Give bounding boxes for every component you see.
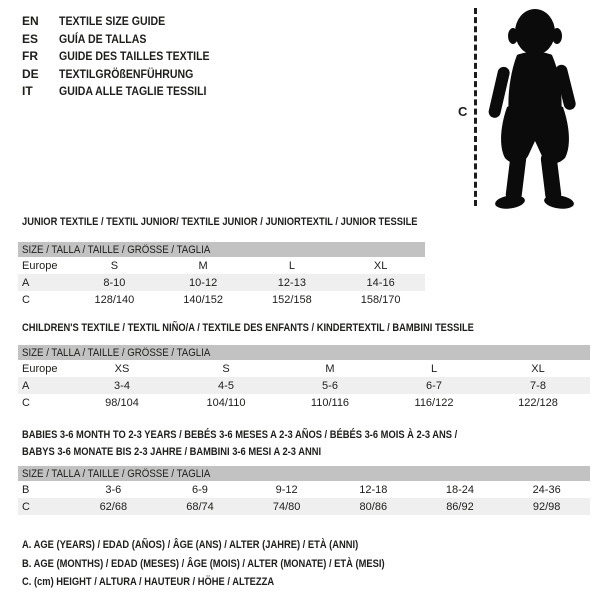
row-label: Europe (22, 259, 58, 272)
baby-height-figure (450, 0, 600, 215)
row-label: B (22, 483, 30, 496)
height-cell: 128/140 (94, 293, 135, 306)
age-cell: 3-6 (105, 483, 122, 496)
language-label: GUÍA DE TALLAS (59, 31, 147, 46)
height-cell: 110/116 (310, 396, 350, 409)
language-item-de (22, 66, 230, 84)
row-label: Europe (22, 362, 58, 375)
height-cell: 62/68 (70, 498, 157, 515)
age-cell: 9-12 (275, 483, 298, 496)
age-cell: 7-8 (486, 377, 590, 394)
size-header-row (18, 345, 590, 360)
footnote-c: C. (cm) HEIGHT / ALTURA / HAUTEUR / HÖHE / ALTEZZA (22, 576, 275, 589)
table-row-height (18, 291, 425, 308)
babies-section-title (22, 427, 534, 460)
junior-section-title: JUNIOR TEXTILE / TEXTIL JUNIOR/ TEXTILE JUNIOR / JUNIORTEXTIL / JUNIOR TESSILE (22, 216, 418, 228)
table-row-age (18, 377, 590, 394)
height-cell: 116/122 (414, 396, 454, 409)
size-cell: L (288, 259, 295, 272)
children-size-table (18, 345, 590, 411)
language-item-es (22, 31, 230, 49)
language-code: IT (22, 84, 33, 98)
size-header-bar: SIZE / TALLA / TAILLE / GRÖSSE / TAGLIA (18, 345, 590, 360)
size-cell: M (198, 259, 208, 272)
row-label: A (18, 377, 70, 394)
height-measure-line (474, 8, 477, 206)
age-cell: 6-9 (192, 483, 208, 496)
height-cell: 92/98 (503, 498, 590, 515)
height-cell: 158/170 (360, 293, 401, 306)
language-item-en (22, 13, 230, 31)
babies-size-table (18, 466, 590, 515)
language-code: FR (22, 49, 38, 63)
footnote-list (22, 536, 449, 592)
age-cell: 10-12 (159, 274, 248, 291)
age-cell: 12-13 (248, 274, 337, 291)
footnote-b: B. AGE (MONTHS) / EDAD (MESES) / ÂGE (MOIS) / ALTER (MONATE) / ETÀ (MESI) (22, 557, 385, 570)
height-cell: 98/104 (105, 396, 139, 409)
size-header-bar: SIZE / TALLA / TAILLE / GRÖSSE / TAGLIA (18, 242, 425, 257)
height-cell: 140/152 (183, 293, 223, 306)
age-cell: 18-24 (445, 483, 475, 496)
table-row-height (18, 498, 590, 515)
language-list (22, 13, 230, 101)
size-cell: M (325, 362, 335, 375)
age-cell: 4-5 (174, 377, 278, 394)
row-label: C (18, 498, 70, 515)
table-row-age-months (18, 481, 590, 498)
height-cell: 80/86 (330, 498, 417, 515)
size-header-bar: SIZE / TALLA / TAILLE / GRÖSSE / TAGLIA (18, 466, 590, 481)
junior-size-table (18, 242, 425, 308)
height-cell: 86/92 (417, 498, 504, 515)
height-cell: 104/110 (206, 396, 246, 409)
language-item-fr (22, 48, 230, 66)
size-cell: S (110, 259, 119, 272)
language-label: TEXTILGRÖßENFÜHRUNG (59, 66, 194, 81)
size-cell: XL (531, 362, 545, 375)
language-label: GUIDE DES TAILLES TEXTILE (59, 49, 210, 63)
language-label: GUIDA ALLE TAGLIE TESSILI (59, 84, 207, 98)
row-label: C (22, 396, 30, 409)
size-cell: XS (114, 362, 130, 375)
table-row-europe (18, 257, 425, 274)
height-measure-label: C (458, 104, 468, 119)
size-header-row (18, 466, 590, 481)
row-label: A (18, 274, 70, 291)
babies-title-line2: BABYS 3-6 MONATE BIS 2-3 JAHRE / BAMBINI 3-6 MESI A 2-3 ANNI (22, 445, 322, 458)
language-label: TEXTILE SIZE GUIDE (59, 14, 166, 28)
height-cell: 68/74 (157, 498, 244, 515)
row-label: C (22, 293, 30, 306)
age-cell: 24-36 (532, 483, 561, 496)
language-code: ES (22, 31, 39, 46)
babies-title-line1: BABIES 3-6 MONTH TO 2-3 YEARS / BEBÉS 3-6 MESES A 2-3 AÑOS / BÉBÉS 3-6 MOIS À 2-3 ANS / (22, 429, 458, 441)
size-header-row (18, 242, 425, 257)
footnote-a: A. AGE (YEARS) / EDAD (AÑOS) / ÂGE (ANS) / ALTER (JAHRE) / ETÀ (ANNI) (22, 539, 359, 551)
age-cell: 5-6 (278, 377, 382, 394)
age-cell: 14-16 (336, 274, 425, 291)
age-cell: 8-10 (70, 274, 159, 291)
table-row-height (18, 394, 590, 411)
language-code: EN (22, 14, 39, 28)
height-cell: 74/80 (243, 498, 330, 515)
table-row-europe (18, 360, 590, 377)
children-section-title: CHILDREN'S TEXTILE / TEXTIL NIÑO/A / TEXTILE DES ENFANTS / KINDERTEXTIL / BAMBINI TESSILE (22, 322, 474, 334)
size-cell: XL (373, 259, 388, 272)
language-item-it (22, 83, 230, 101)
age-cell: 6-7 (382, 377, 486, 394)
table-row-age (18, 274, 425, 291)
age-cell: 12-18 (359, 483, 388, 496)
baby-silhouette-icon (482, 5, 582, 210)
language-code: DE (22, 66, 39, 81)
age-cell: 3-4 (70, 377, 174, 394)
height-cell: 152/158 (271, 293, 312, 306)
height-cell: 122/128 (518, 396, 558, 409)
size-cell: L (430, 362, 438, 375)
size-cell: S (222, 362, 230, 375)
